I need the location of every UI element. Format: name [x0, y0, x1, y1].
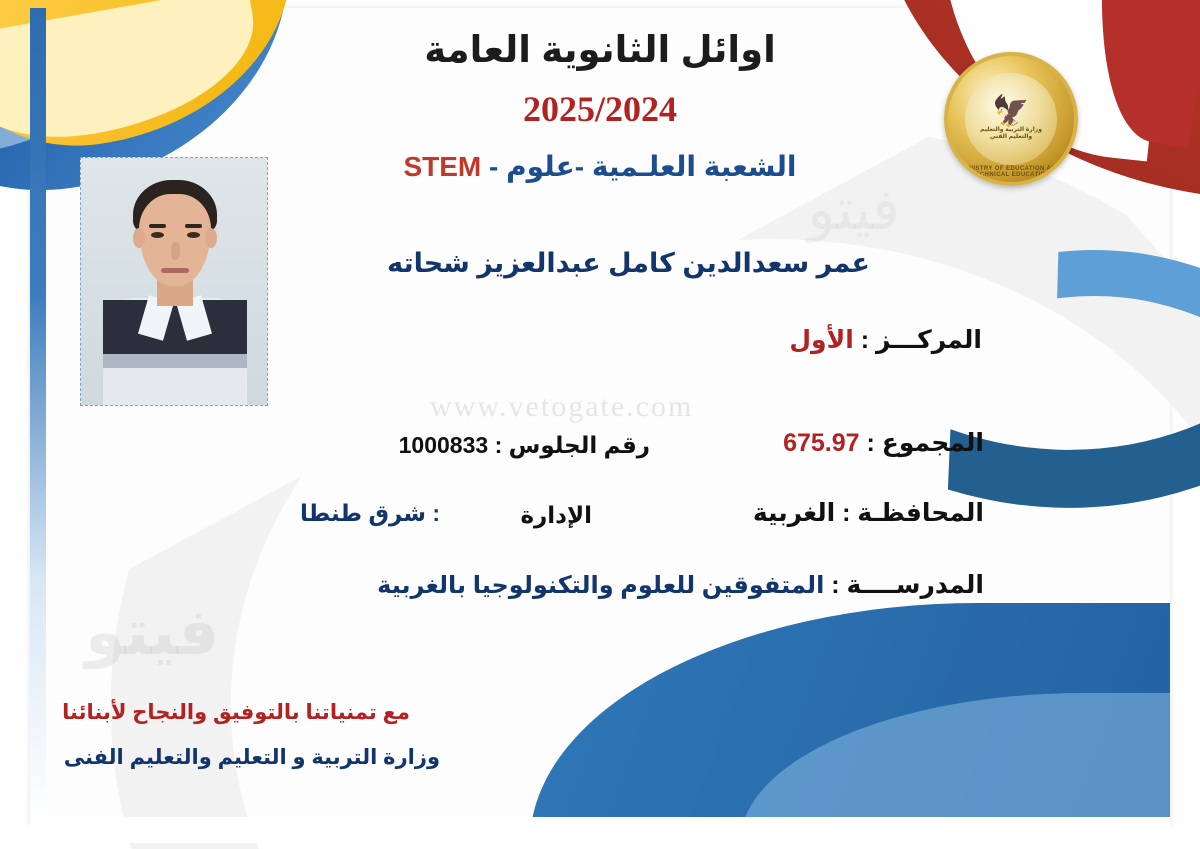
photo-sweater: [103, 300, 247, 354]
photo-nose: [171, 242, 180, 260]
seat-number-label: رقم الجلوس :: [488, 432, 650, 458]
left-edge-strip: [30, 8, 46, 826]
photo-stripe-grey: [103, 354, 247, 368]
watermark-arabic: فيتو: [807, 177, 900, 242]
school-value: المتفوقين للعلوم والتكنولوجيا بالغربية: [377, 572, 825, 599]
watermark-logo: فيتو: [85, 596, 220, 668]
watermark-website: www.vetogate.com: [430, 390, 694, 423]
rank-label: المركـــز :: [853, 326, 982, 354]
total-row: [783, 428, 984, 458]
emblem-inner-disc: [965, 73, 1057, 165]
school-row: [377, 570, 984, 600]
student-name: عمر سعدالدين كامل عبدالعزيز شحاته: [387, 248, 870, 278]
governorate-row: [753, 498, 984, 528]
photo-brow-left: [149, 224, 166, 228]
administration-label: الإدارة: [520, 502, 592, 528]
total-value: 675.97: [783, 429, 860, 457]
photo-ear-left: [133, 228, 145, 248]
eagle-icon: 🦅: [992, 95, 1030, 129]
photo-brow-right: [185, 224, 202, 228]
student-photo: [80, 157, 268, 406]
seat-number-row: [399, 432, 650, 459]
bottom-white-strip: [30, 817, 1170, 843]
footer-ministry-text: وزارة التربية و التعليم والتعليم الفنى: [63, 746, 440, 769]
branch-label: الشعبة العلـمية -علوم -: [481, 151, 797, 182]
governorate-value: الغربية: [752, 499, 836, 527]
photo-eye-right: [187, 232, 200, 238]
photo-ear-right: [205, 228, 217, 248]
administration-label-row: [520, 502, 592, 529]
emblem-ring-text: MINISTRY OF EDUCATION AND TECHNICAL EDUCATION: [961, 166, 1061, 178]
emblem-arabic-text: وزارة التربية والتعليم والتعليم الفني: [980, 127, 1042, 140]
academic-years: 2025/2024: [522, 89, 677, 129]
branch-stem-label: STEM: [403, 151, 482, 182]
total-label: المجموع :: [859, 429, 984, 457]
ministry-emblem-icon: [944, 52, 1078, 186]
school-label: المدرســــة :: [824, 571, 984, 599]
governorate-label: المحافظـة :: [835, 499, 984, 527]
rank-value: الأول: [789, 326, 854, 354]
page-title: اوائل الثانوية العامة: [424, 29, 776, 70]
footer-wish-text: مع تمنياتنا بالتوفيق والنجاح لأبنائنا: [62, 701, 410, 724]
rank-row: [789, 325, 982, 355]
photo-eye-left: [151, 232, 164, 238]
administration-value: : شرق طنطا: [299, 500, 440, 526]
seat-number-value: 1000833: [398, 432, 489, 458]
photo-mouth: [161, 268, 189, 273]
photo-stripe-light: [103, 368, 247, 406]
